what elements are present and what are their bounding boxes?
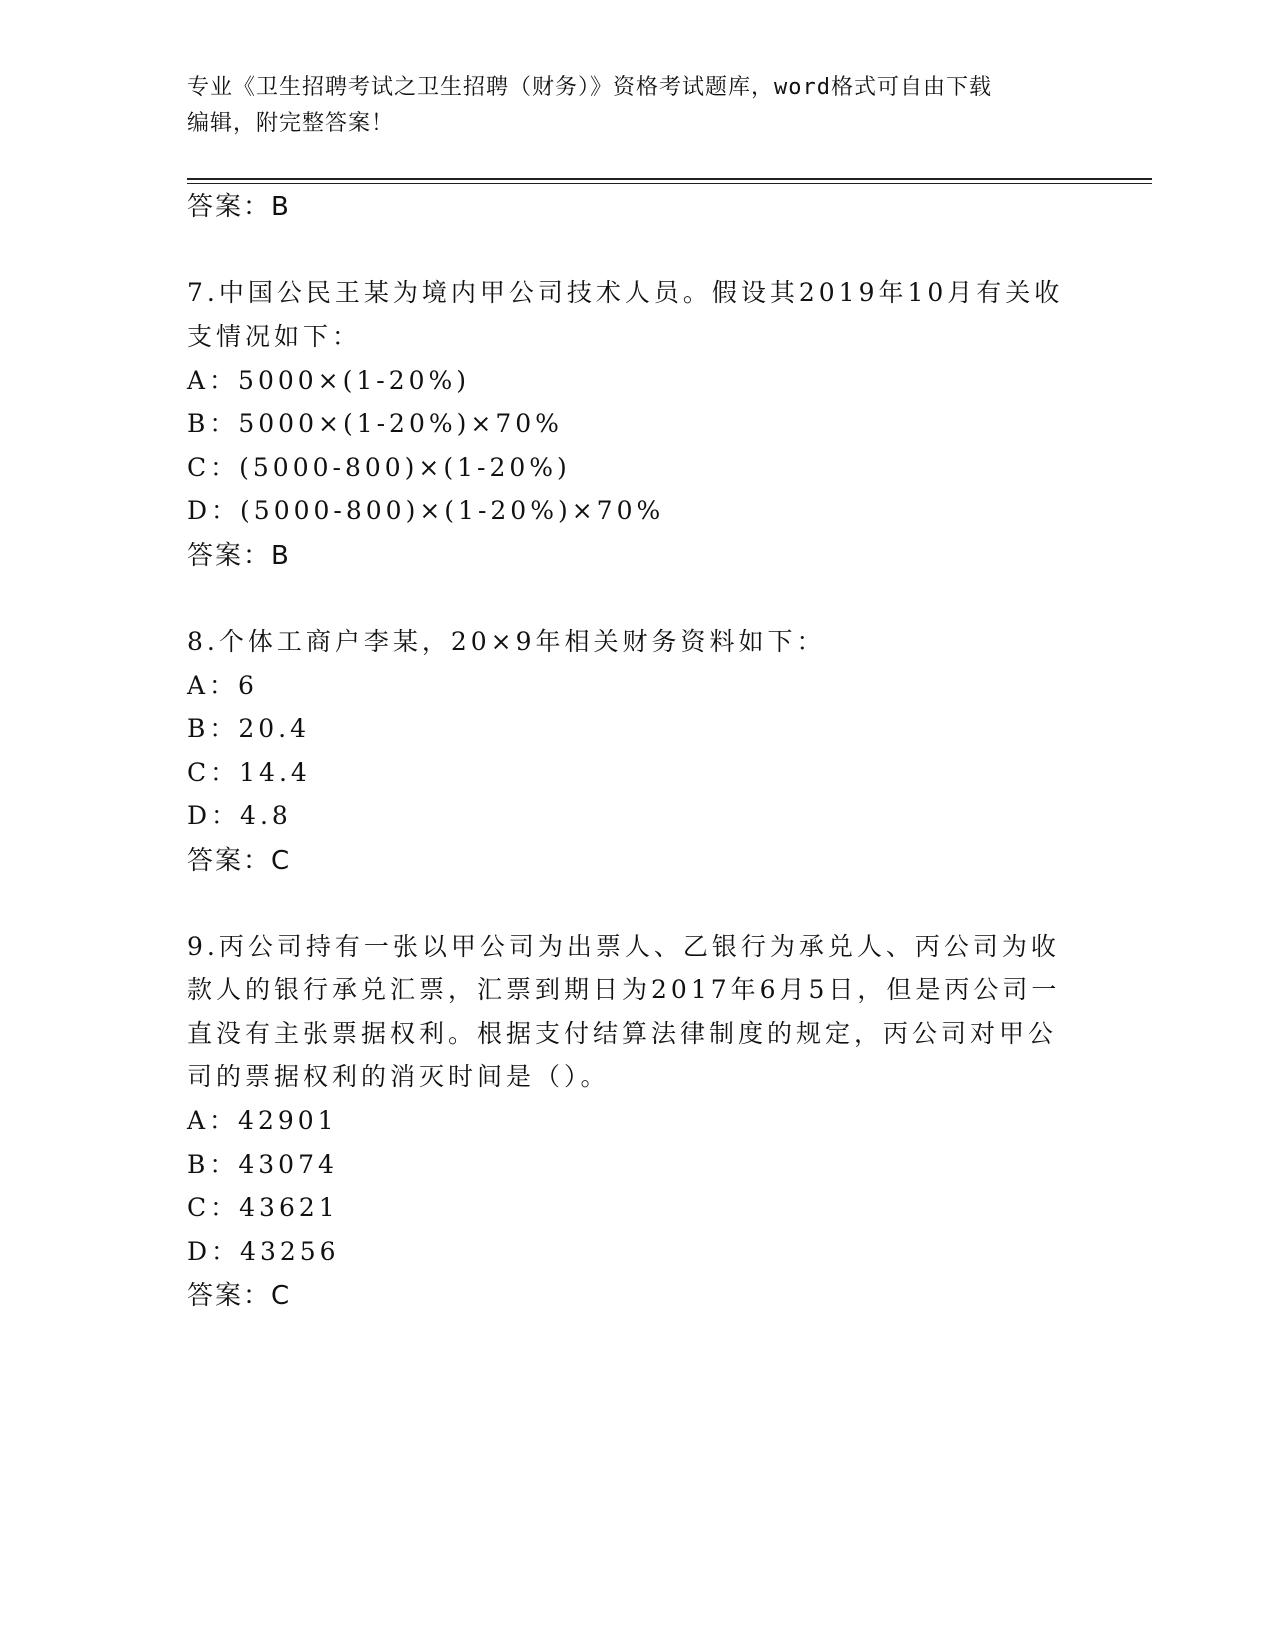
question-9-stem-line-4: 司的票据权利的消灭时间是（）。 (187, 1062, 610, 1091)
question-8-option-b: B：20.4 (187, 714, 311, 743)
question-8-option-a: A：6 (187, 671, 258, 700)
question-9-option-b: B：43074 (187, 1150, 338, 1179)
question-9-option-c: C：43621 (187, 1193, 339, 1222)
question-9-stem-line-3: 直没有主张票据权利。根据支付结算法律制度的规定，丙公司对甲公 (187, 1019, 1058, 1048)
question-8-option-c: C：14.4 (187, 758, 311, 787)
document-header (187, 70, 1067, 142)
question-9-stem-line-2: 款人的银行承兑汇票，汇票到期日为2017年6月5日，但是丙公司一 (187, 975, 1061, 1004)
question-9-answer: 答案：C (187, 1281, 292, 1311)
question-8-stem-line-1: 8.个体工商户李某，20×9年相关财务资料如下： (187, 627, 826, 656)
previous-answer: 答案：B (187, 192, 291, 222)
question-7-option-c: C：(5000-800)×(1-20%) (187, 453, 571, 482)
question-7-option-d: D：(5000-800)×(1-20%)×70% (187, 496, 665, 525)
question-8-option-d: D：4.8 (187, 801, 292, 830)
question-7-stem-line-2: 支情况如下： (187, 322, 362, 351)
question-7-option-a: A：5000×(1-20%) (187, 366, 471, 395)
question-7-stem-line-1: 7.中国公民王某为境内甲公司技术人员。假设其2019年10月有关收 (187, 278, 1064, 307)
question-9-stem-line-1: 9.丙公司持有一张以甲公司为出票人、乙银行为承兑人、丙公司为收 (187, 932, 1060, 961)
question-9-option-d: D：43256 (187, 1237, 340, 1266)
header-divider-thick (187, 178, 1152, 180)
question-8-answer: 答案：C (187, 846, 292, 876)
question-9-option-a: A：42901 (187, 1106, 338, 1135)
question-7-answer: 答案：B (187, 541, 291, 571)
header-divider-thin (187, 183, 1152, 184)
question-7-option-b: B：5000×(1-20%)×70% (187, 409, 563, 438)
header-line-2: 编辑，附完整答案！ (187, 111, 395, 136)
header-line-1: 专业《卫生招聘考试之卫生招聘（财务）》资格考试题库，word格式可自由下载 (187, 75, 992, 100)
